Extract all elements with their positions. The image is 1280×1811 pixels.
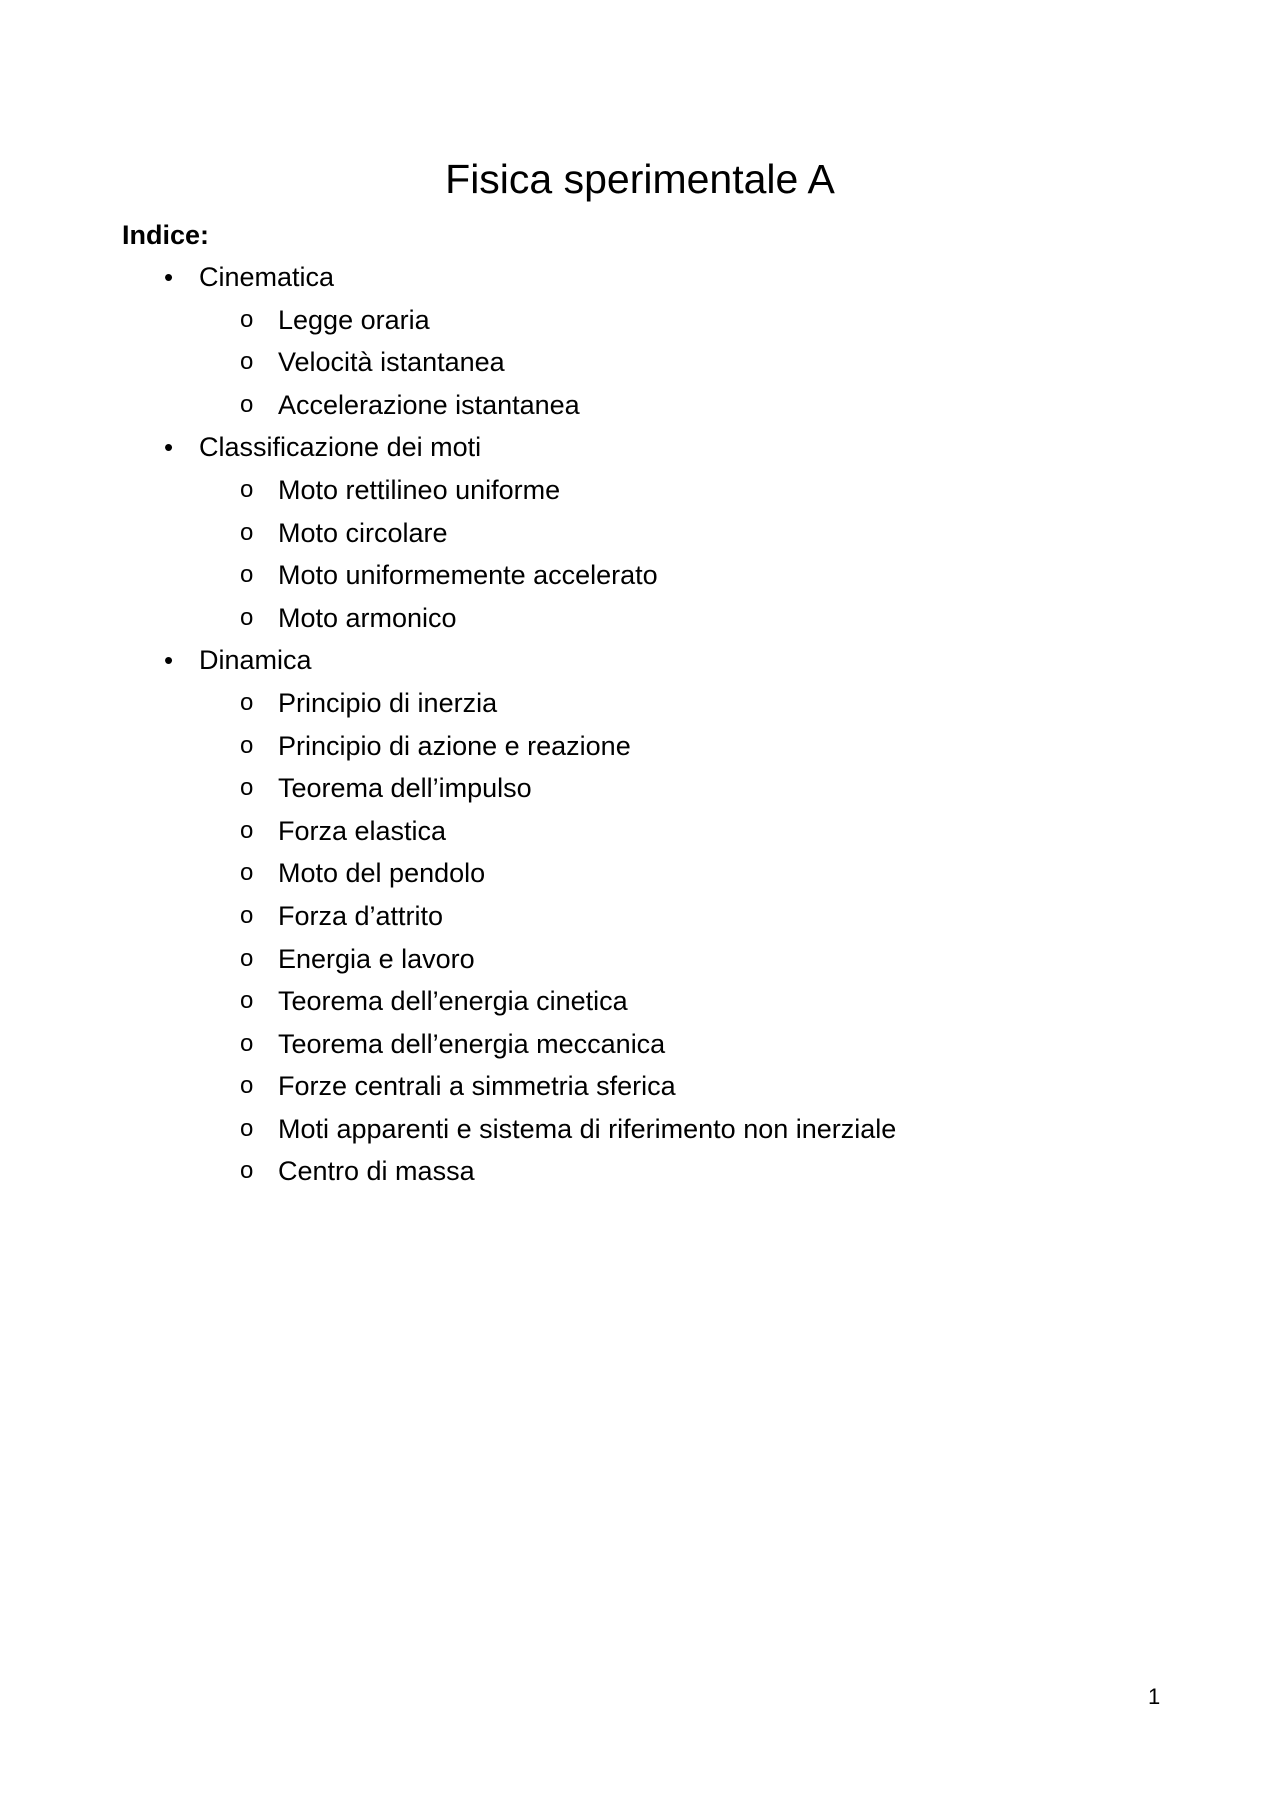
circle-bullet-icon: o <box>240 901 254 929</box>
circle-bullet-icon: o <box>240 305 254 333</box>
circle-bullet-icon: o <box>240 475 254 503</box>
circle-bullet-icon: o <box>240 1114 254 1142</box>
subsection-label: Forze centrali a simmetria sferica <box>278 1071 676 1102</box>
bullet-icon: • <box>164 645 174 676</box>
subsection-label: Legge oraria <box>278 304 430 335</box>
toc-subsection <box>0 725 1280 768</box>
subsection-label: Teorema dell’impulso <box>278 773 532 804</box>
toc-subsection <box>0 341 1280 384</box>
subsection-label: Moto circolare <box>278 517 448 548</box>
circle-bullet-icon: o <box>240 944 254 972</box>
toc-subsection <box>0 895 1280 938</box>
subsection-label: Principio di inerzia <box>278 687 498 718</box>
circle-bullet-icon: o <box>240 688 254 716</box>
toc-subsection <box>0 512 1280 555</box>
toc-section <box>0 256 1280 299</box>
page-title: Fisica sperimentale A <box>445 156 835 202</box>
section-label: Classificazione dei moti <box>199 432 482 463</box>
toc-section <box>0 639 1280 682</box>
toc-subsection <box>0 682 1280 725</box>
circle-bullet-icon: o <box>240 1072 254 1100</box>
toc-subsection <box>0 767 1280 810</box>
toc-subsection <box>0 554 1280 597</box>
bullet-icon: • <box>164 432 174 463</box>
toc-subsection <box>0 1108 1280 1151</box>
subsection-label: Energia e lavoro <box>278 943 475 974</box>
section-label: Dinamica <box>199 645 312 676</box>
subsection-label: Moti apparenti e sistema di riferimento non inerziale <box>278 1113 897 1144</box>
subsection-label: Moto armonico <box>278 602 457 633</box>
subsection-label: Teorema dell’energia cinetica <box>278 986 628 1017</box>
circle-bullet-icon: o <box>240 816 254 844</box>
circle-bullet-icon: o <box>240 731 254 759</box>
subsection-label: Moto del pendolo <box>278 858 486 889</box>
index-heading: Indice: <box>122 220 210 250</box>
subsection-label: Principio di azione e reazione <box>278 730 631 761</box>
toc-subsection <box>0 1065 1280 1108</box>
circle-bullet-icon: o <box>240 1157 254 1185</box>
subsection-label: Moto rettilineo uniforme <box>278 474 561 505</box>
toc-subsection <box>0 299 1280 342</box>
table-of-contents <box>0 256 1280 1193</box>
bullet-icon: • <box>164 262 174 292</box>
circle-bullet-icon: o <box>240 774 254 802</box>
subsection-label: Moto uniformemente accelerato <box>278 560 658 591</box>
circle-bullet-icon: o <box>240 390 254 418</box>
circle-bullet-icon: o <box>240 603 254 631</box>
circle-bullet-icon: o <box>240 859 254 887</box>
subsection-label: Velocità istantanea <box>278 347 505 378</box>
section-label: Cinematica <box>199 262 335 292</box>
circle-bullet-icon: o <box>240 987 254 1015</box>
toc-subsection <box>0 852 1280 895</box>
subsection-label: Centro di massa <box>278 1156 475 1187</box>
circle-bullet-icon: o <box>240 561 254 589</box>
toc-subsection <box>0 1023 1280 1066</box>
toc-subsection <box>0 384 1280 427</box>
subsection-label: Forza d’attrito <box>278 900 444 931</box>
toc-subsection <box>0 980 1280 1023</box>
toc-subsection <box>0 597 1280 640</box>
toc-subsection <box>0 469 1280 512</box>
toc-subsection <box>0 938 1280 981</box>
subsection-label: Teorema dell’energia meccanica <box>278 1028 666 1059</box>
circle-bullet-icon: o <box>240 1029 254 1057</box>
page-number: 1 <box>1148 1684 1161 1709</box>
circle-bullet-icon: o <box>240 348 254 376</box>
toc-section <box>0 426 1280 469</box>
circle-bullet-icon: o <box>240 518 254 546</box>
subsection-label: Accelerazione istantanea <box>278 389 580 420</box>
subsection-label: Forza elastica <box>278 815 447 846</box>
toc-subsection <box>0 810 1280 853</box>
toc-subsection <box>0 1150 1280 1193</box>
